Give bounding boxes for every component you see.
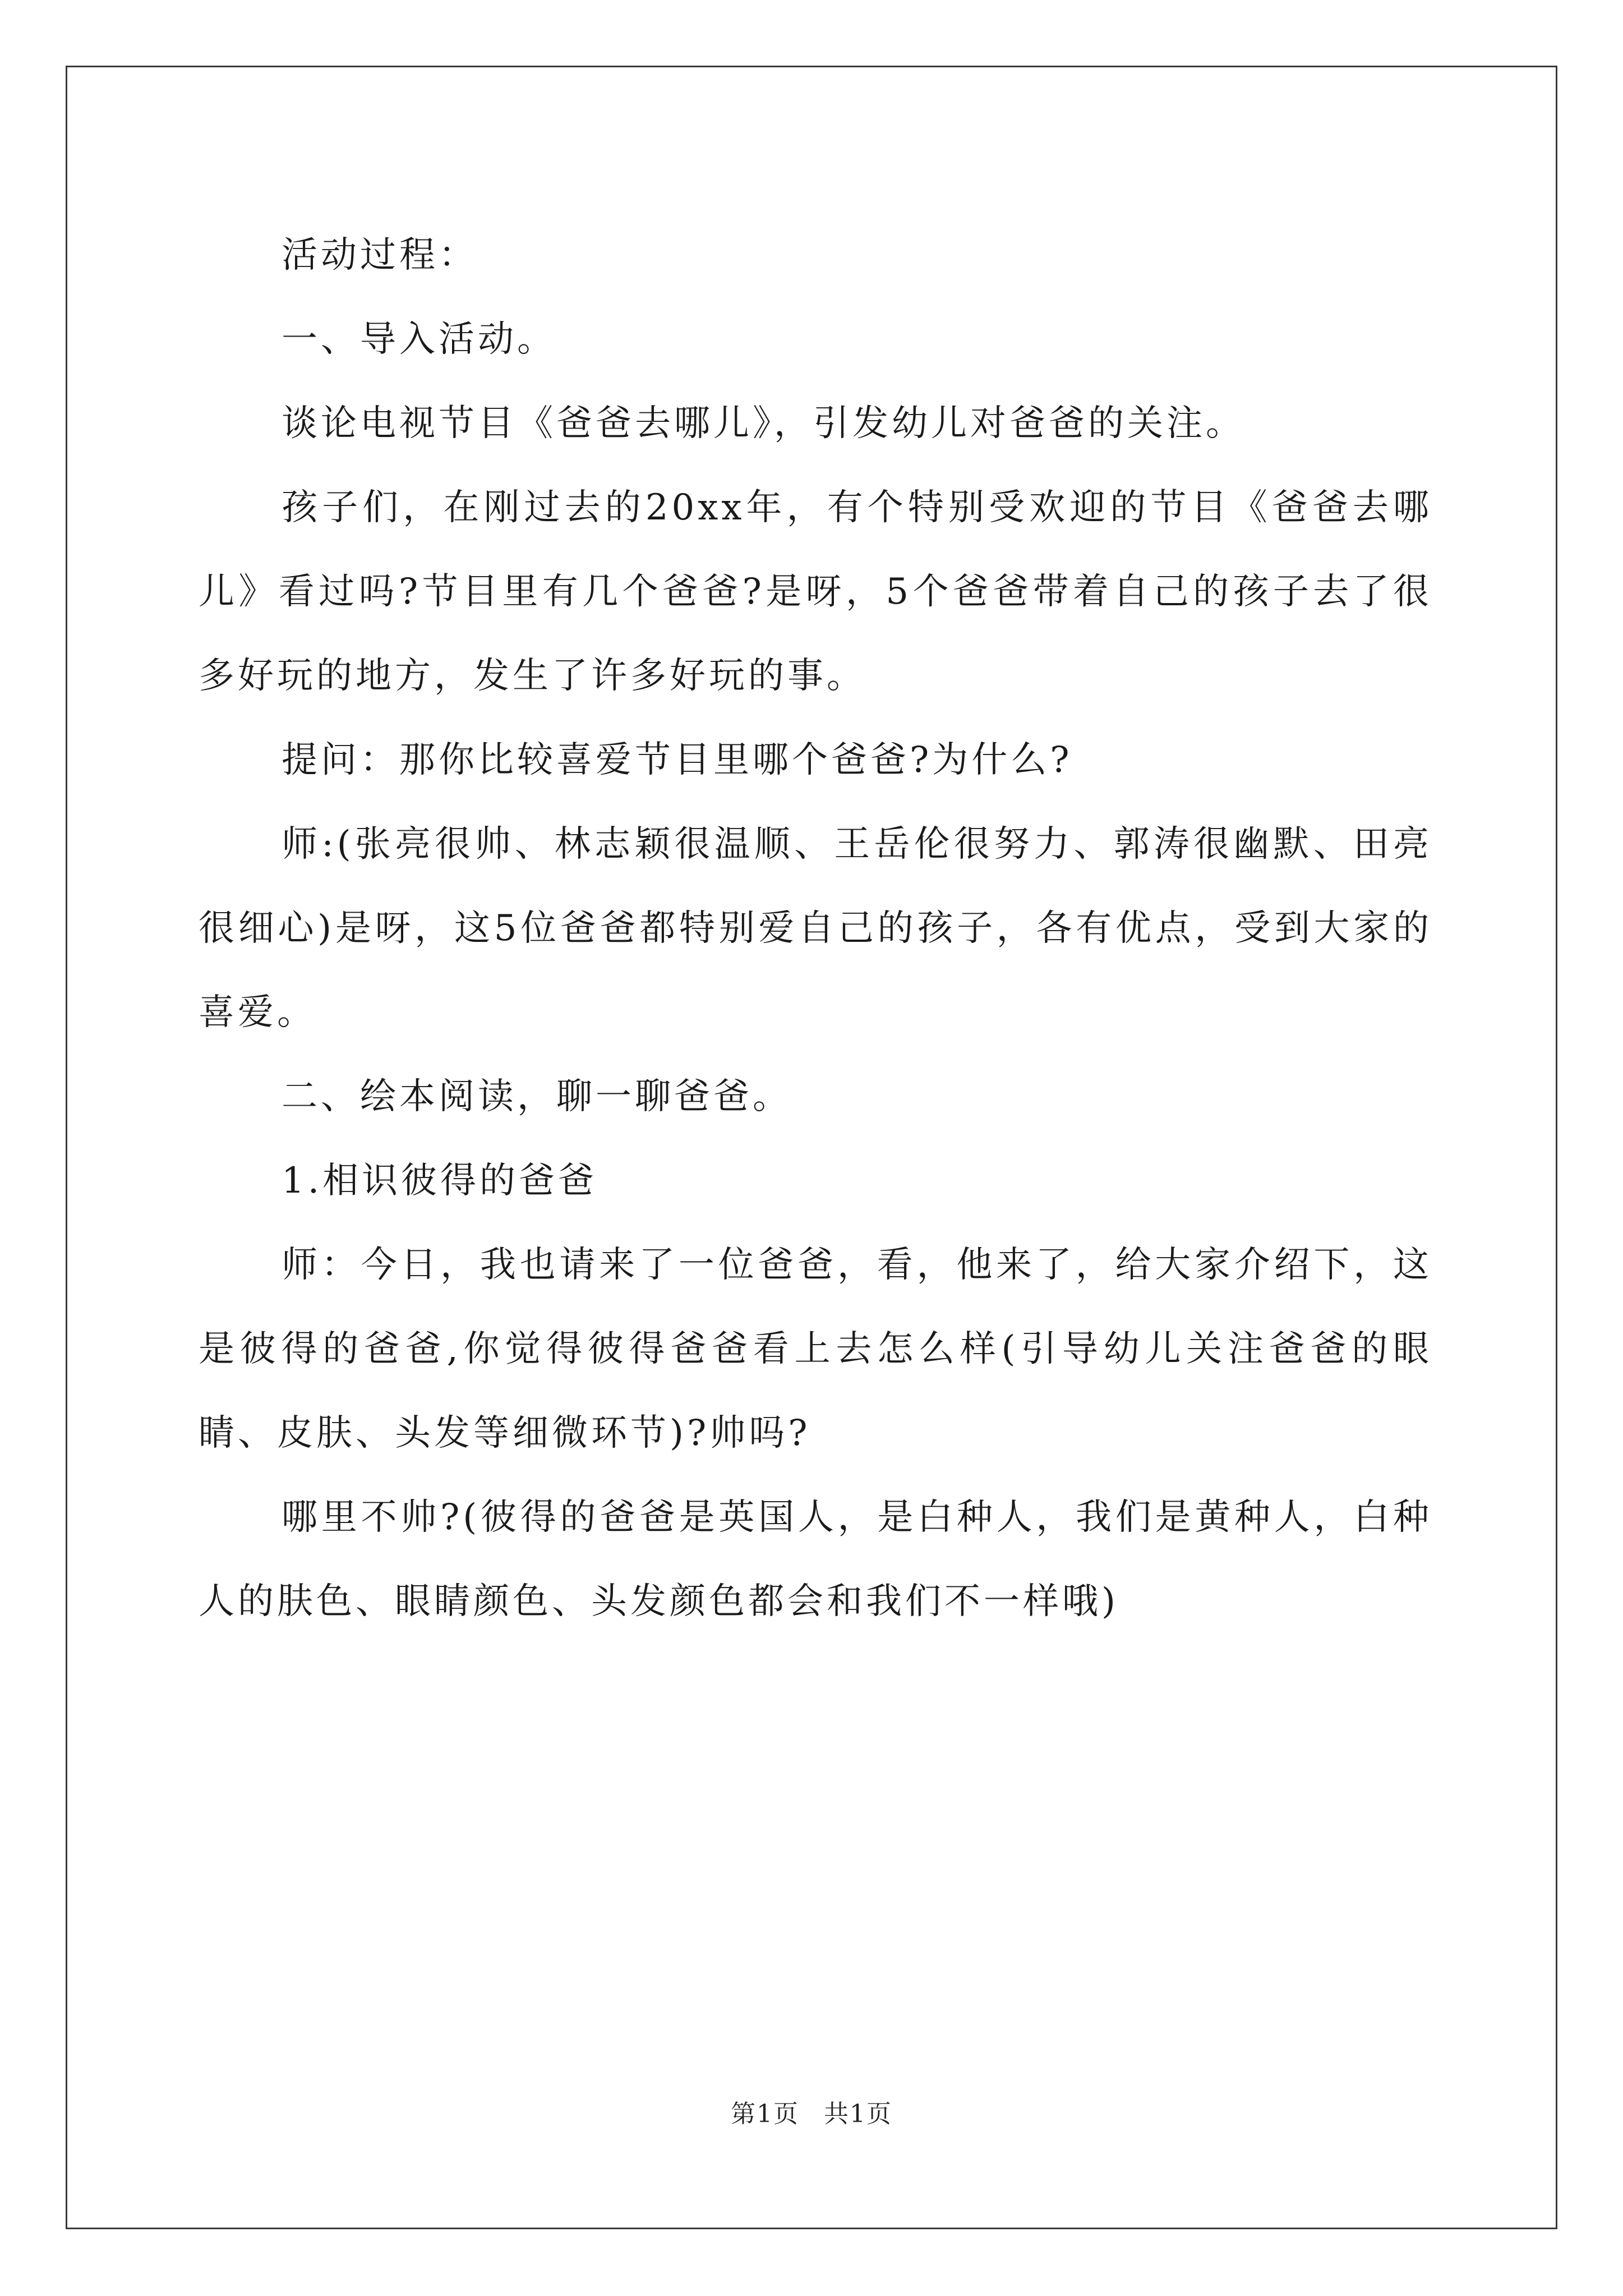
paragraph-why-not-handsome: 哪里不帅?(彼得的爸爸是英国人，是白种人，我们是黄种人，白种人的肤色、眼睛颜色、头发颜色都会和我们不一样哦) — [199, 1497, 1432, 1622]
paragraph-teacher-peter-dad: 师：今日，我也请来了一位爸爸，看，他来了，给大家介绍下，这是彼得的爸爸,你觉得彼得爸爸看上去怎么样(引导幼儿关注爸爸的眼睛、皮肤、头发等细微环节)?帅吗? — [199, 1244, 1432, 1454]
paragraph-tv-program: 谈论电视节目《爸爸去哪儿》，引发幼儿对爸爸的关注。 — [282, 403, 1245, 444]
paragraph-process-heading: 活动过程： — [282, 234, 478, 276]
paragraph-question: 提问：那你比较喜爱节目里哪个爸爸?为什么? — [282, 739, 1073, 781]
page-total: 共1页 — [824, 2100, 892, 2128]
paragraph-subsection-1: 1.相识彼得的爸爸 — [282, 1160, 598, 1202]
paragraph-children-intro: 孩子们，在刚过去的20xx年，有个特别受欢迎的节目《爸爸去哪儿》看过吗?节目里有几个爸爸?是呀，5个爸爸带着自己的孩子去了很多好玩的地方，发生了许多好玩的事。 — [199, 487, 1432, 697]
paragraph-section-2-heading: 二、绘本阅读，聊一聊爸爸。 — [282, 1076, 792, 1117]
paragraph-section-1-heading: 一、导入活动。 — [282, 319, 556, 360]
page-number: 第1页 — [731, 2100, 799, 2128]
paragraph-teacher-dads: 师:(张亮很帅、林志颖很温顺、王岳伦很努力、郭涛很幽默、田亮很细心)是呀，这5位爸爸都特别爱自己的孩子，各有优点，受到大家的喜爱。 — [199, 823, 1432, 1033]
page-footer — [0, 2093, 1623, 2129]
document-body — [199, 213, 1432, 1644]
